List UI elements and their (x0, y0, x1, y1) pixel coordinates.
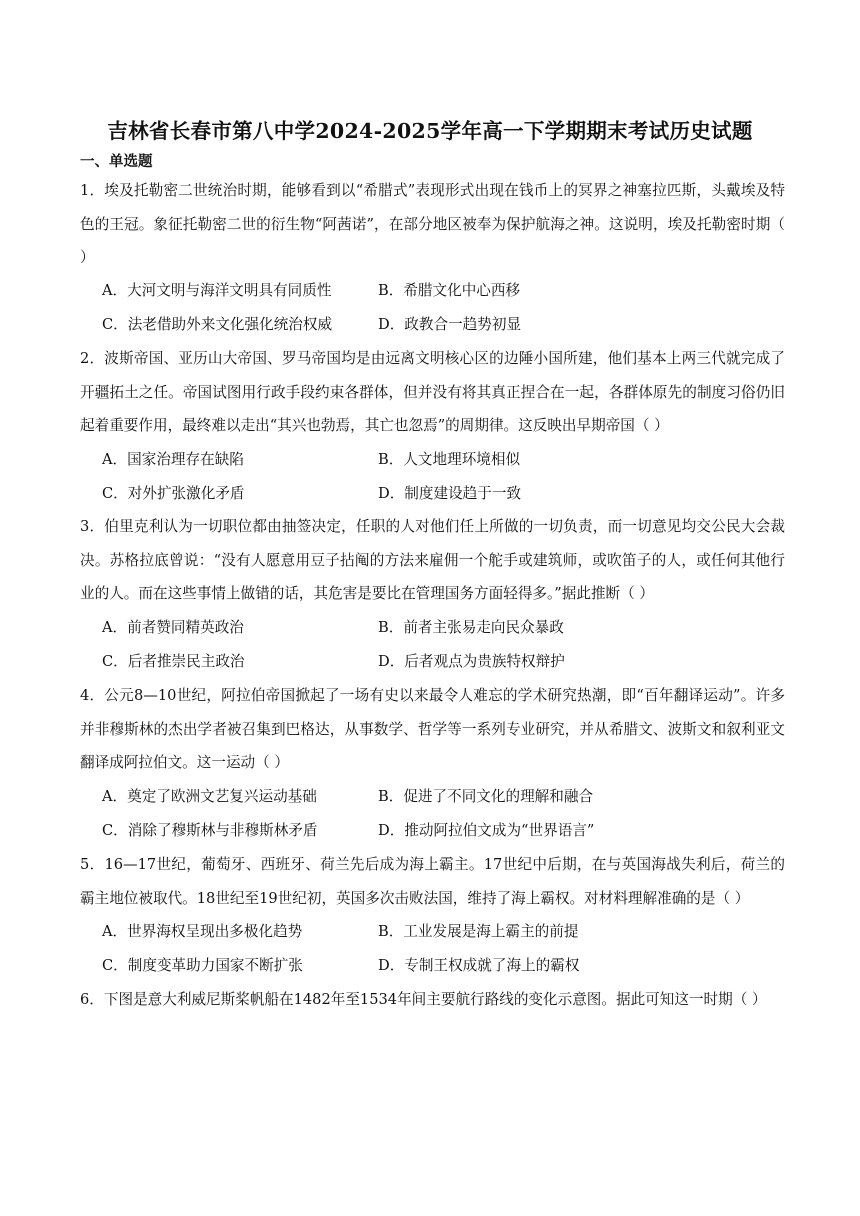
option-a[interactable]: A．国家治理存在缺陷 (102, 451, 244, 468)
question-2 (80, 342, 785, 443)
option-a[interactable]: A．世界海权呈现出多极化趋势 (102, 923, 303, 940)
question-5 (80, 848, 785, 915)
option-a[interactable]: A．奠定了欧洲文艺复兴运动基础 (102, 788, 317, 805)
option-b[interactable]: B．促进了不同文化的理解和融合 (378, 788, 594, 805)
section-heading: 一、单选题 (80, 153, 153, 170)
option-c[interactable]: C．后者推崇民主政治 (102, 652, 245, 670)
question-1-options (102, 274, 782, 341)
option-c[interactable]: C．法老借助外来文化强化统治权威 (102, 315, 333, 333)
option-b[interactable]: B．工业发展是海上霸主的前提 (378, 923, 579, 940)
question-6 (80, 983, 785, 1017)
option-d[interactable]: D．制度建设趋于一致 (378, 484, 522, 502)
question-stem: 1．埃及托勒密二世统治时期，能够看到以“希腊式”表现形式出现在钱币上的冥界之神塞拉匹斯，头戴埃及特色的王冠。象征托勒密二世的衍生物“阿茜诺”，在部分地区被奉为保护航海之神。这说明，埃及托勒密时期（ ） (80, 182, 785, 266)
question-stem: 5．16—17世纪，葡萄牙、西班牙、荷兰先后成为海上霸主。17世纪中后期，在与英国海战失利后，荷兰的霸主地位被取代。18世纪至19世纪初，英国多次击败法国，维持了海上霸权。对材料理解准确的是（ ） (80, 856, 785, 907)
option-b[interactable]: B．人文地理环境相似 (378, 451, 521, 468)
question-4 (80, 679, 785, 780)
option-a[interactable]: A．大河文明与海洋文明具有同质性 (102, 282, 332, 299)
question-3 (80, 510, 785, 611)
option-b[interactable]: B．希腊文化中心西移 (378, 282, 521, 299)
question-stem: 3．伯里克利认为一切职位都由抽签决定，任职的人对他们任上所做的一切负责，而一切意见均交公民大会裁决。苏格拉底曾说：“没有人愿意用豆子拈阄的方法来雇佣一个舵手或建筑师，或吹笛子的人，或任何其他行业的人。而在这些事情上做错的话，其危害是要比在管理国务方面轻得多。”据此推断（ ） (80, 518, 785, 602)
question-stem: 2．波斯帝国、亚历山大帝国、罗马帝国均是由远离文明核心区的边陲小国所建，他们基本上两三代就完成了开疆拓土之任。帝国试图用行政手段约束各群体，但并没有将其真正捏合在一起，各群体原先的制度习俗仍旧起着重要作用，最终难以走出“其兴也勃焉，其亡也忽焉”的周期律。这反映出早期帝国（ ） (80, 350, 785, 434)
option-a[interactable]: A．前者赞同精英政治 (102, 619, 244, 636)
option-d[interactable]: D．政教合一趋势初显 (378, 315, 522, 333)
exam-title: 吉林省长春市第八中学2024-2025学年高一下学期期末考试历史试题 (107, 119, 753, 143)
question-stem: 6．下图是意大利威尼斯桨帆船在1482年至1534年间主要航行路线的变化示意图。据此可知这一时期（ ） (80, 991, 767, 1008)
option-d[interactable]: D．推动阿拉伯文成为“世界语言” (378, 821, 595, 839)
option-d[interactable]: D．后者观点为贵族特权辩护 (378, 652, 565, 670)
question-4-options (102, 780, 782, 847)
question-3-options (102, 611, 782, 678)
option-b[interactable]: B．前者主张易走向民众暴政 (378, 619, 564, 636)
question-5-options (102, 915, 782, 982)
question-stem: 4．公元8—10世纪，阿拉伯帝国掀起了一场有史以来最令人难忘的学术研究热潮，即“百年翻译运动”。许多并非穆斯林的杰出学者被召集到巴格达，从事数学、哲学等一系列专业研究，并从希腊文、波斯文和叙利亚文翻译成阿拉伯文。这一运动（ ） (80, 687, 785, 771)
option-c[interactable]: C．对外扩张激化矛盾 (102, 484, 245, 502)
option-d[interactable]: D．专制王权成就了海上的霸权 (378, 956, 580, 974)
option-c[interactable]: C．消除了穆斯林与非穆斯林矛盾 (102, 821, 318, 839)
option-c[interactable]: C．制度变革助力国家不断扩张 (102, 956, 303, 974)
question-1 (80, 174, 785, 275)
question-2-options (102, 443, 782, 510)
